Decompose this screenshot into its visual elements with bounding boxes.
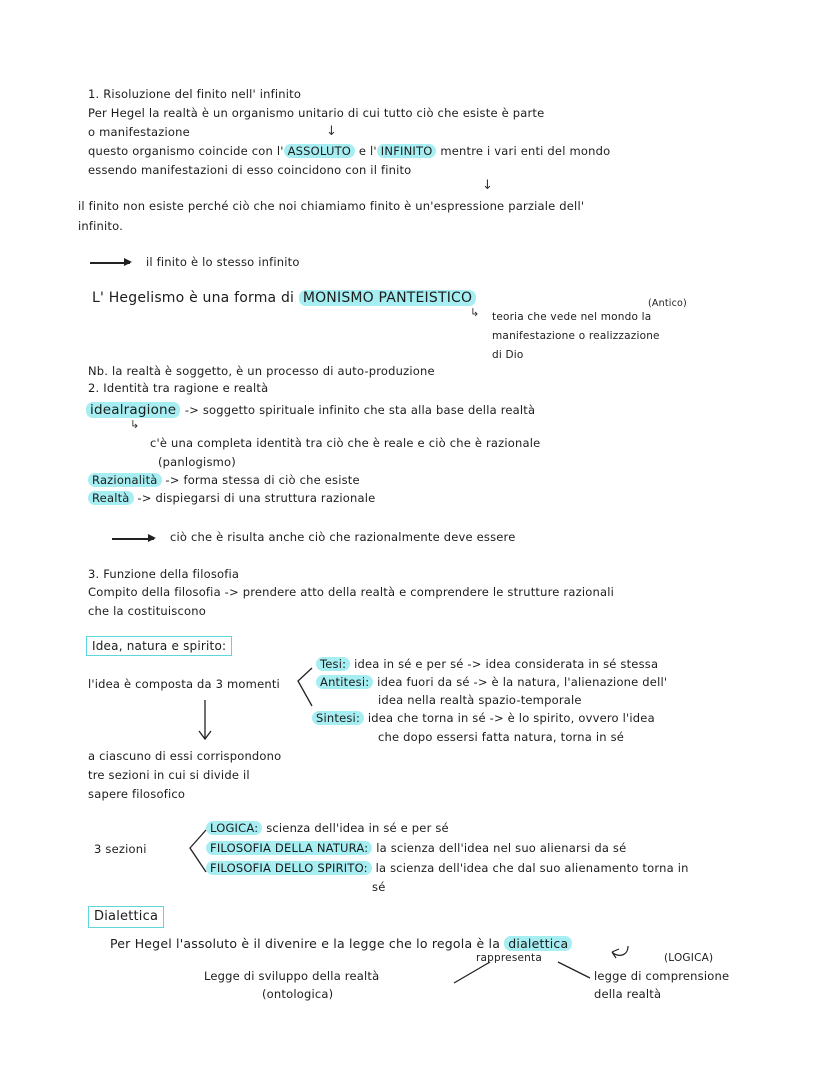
brace-sezioni [190,830,206,872]
antitesi-line2: idea nella realtà spazio-temporale [378,693,582,707]
highlight-assoluto: ASSOLUTO [284,144,355,158]
idealragione-line: idealragione -> soggetto spirituale infinito che sta alla base della realtà [86,402,535,418]
composta-line: l'idea è composta da 3 momenti [88,677,280,691]
arrow-down-composta [199,700,211,739]
rappresenta: rappresenta [476,952,542,964]
teoria-line3: di Dio [492,349,524,361]
highlight-spirito: FILOSOFIA DELLO SPIRITO: [206,861,372,875]
s1-line5: il finito non esiste perché ciò che noi chiamiamo finito è un'espressione parziale dell' [78,199,585,213]
hegelismo-line: L' Hegelismo è una forma di MONISMO PANTEISTICO [92,290,476,307]
highlight-razionalita: Razionalità [88,473,162,487]
panlogismo: (panlogismo) [158,455,236,469]
antitesi-line: Antitesi: idea fuori da sé -> è la natura, l'alienazione dell' [316,676,667,690]
arrow-right-icon [112,538,154,540]
nb-note: Nb. la realtà è soggetto, è un processo di auto-produzione [88,364,435,378]
teoria-antico: (Antico) [648,298,687,309]
highlight-infinito: INFINITO [377,144,437,158]
highlight-realta: Realtà [88,491,134,505]
idea-natura-spirito-box: Idea, natura e spirito: [86,636,232,656]
spirito-line2: sé [372,880,386,894]
s2-arrow-text: ciò che è risulta anche ciò che razionalmente deve essere [170,530,516,544]
s1-line6: infinito. [78,219,124,233]
s1-line2: o manifestazione [88,125,190,139]
s1-arrow-text: il finito è lo stesso infinito [146,255,300,269]
hook-dialettica [612,946,628,958]
identita-line: c'è una completa identità tra ciò che è reale e ciò che è razionale [150,436,541,450]
s1-line4: essendo manifestazioni di esso coincidono con il finito [88,163,412,177]
arrow-down-icon: ↓ [326,124,337,139]
realta-line: Realtà -> dispiegarsi di una struttura razionale [88,492,375,506]
line-right-dialettica [558,962,590,978]
corr-line3: sapere filosofico [88,787,186,801]
highlight-natura: FILOSOFIA DELLA NATURA: [206,841,372,855]
s1-line1: Per Hegel la realtà è un organismo unitario di cui tutto ciò che esiste è parte [88,106,545,120]
highlight-idealragione: idealragione [86,402,180,418]
hook-arrow-icon: ↳ [470,306,480,319]
corr-line2: tre sezioni in cui si divide il [88,768,250,782]
hook-arrow-icon: ↳ [130,418,140,431]
sezioni-label: 3 sezioni [94,842,147,856]
s1-line3: questo organismo coincide con l' ASSOLUTO e l' INFINITO mentre i vari enti del mondo [88,144,611,158]
sintesi-line2: che dopo essersi fatta natura, torna in sé [378,730,625,744]
razionalita-line: Razionalità -> forma stessa di ciò che esiste [88,474,360,488]
logica-line: LOGICA: scienza dell'idea in sé e per sé [206,822,449,836]
dialettica-box: Dialettica [88,906,164,928]
sintesi-line: Sintesi: idea che torna in sé -> è lo spirito, ovvero l'idea [312,712,655,726]
tesi-line: Tesi: idea in sé e per sé -> idea considerata in sé stessa [316,658,658,672]
spirito-line: FILOSOFIA DELLO SPIRITO: la scienza dell'idea che dal suo alienamento torna in [206,862,689,876]
s3-line1: Compito della filosofia -> prendere atto della realtà e comprendere le strutture razionali [88,585,615,599]
highlight-logica: LOGICA: [206,821,262,835]
dialettica-line: Per Hegel l'assoluto è il divenire e la legge che lo regola è la dialettica [110,936,572,951]
highlight-sintesi: Sintesi: [312,711,364,725]
s3-line2: che la costituiscono [88,604,206,618]
corr-line1: a ciascuno di essi corrispondono [88,749,282,763]
section1-title: 1. Risoluzione del finito nell' infinito [88,87,302,101]
line-left-dialettica [454,962,490,983]
highlight-monismo: MONISMO PANTEISTICO [299,290,476,306]
legge-sviluppo: Legge di sviluppo della realtà [204,969,380,983]
logica-paren: (LOGICA) [664,952,714,964]
highlight-tesi: Tesi: [316,657,350,671]
teoria-line1: teoria che vede nel mondo la [492,311,652,323]
brace-tesi [298,668,312,706]
arrow-right-icon [90,262,130,264]
section3-title: 3. Funzione della filosofia [88,567,240,581]
della-realta: della realtà [594,987,662,1001]
highlight-antitesi: Antitesi: [316,675,373,689]
ontologica: (ontologica) [262,987,334,1001]
natura-line: FILOSOFIA DELLA NATURA: la scienza dell'idea nel suo alienarsi da sé [206,842,626,856]
highlight-dialettica: dialettica [504,936,572,951]
arrow-down-icon: ↓ [482,178,493,193]
legge-comprensione: legge di comprensione [594,969,730,983]
section2-title: 2. Identità tra ragione e realtà [88,381,269,395]
teoria-line2: manifestazione o realizzazione [492,330,660,342]
